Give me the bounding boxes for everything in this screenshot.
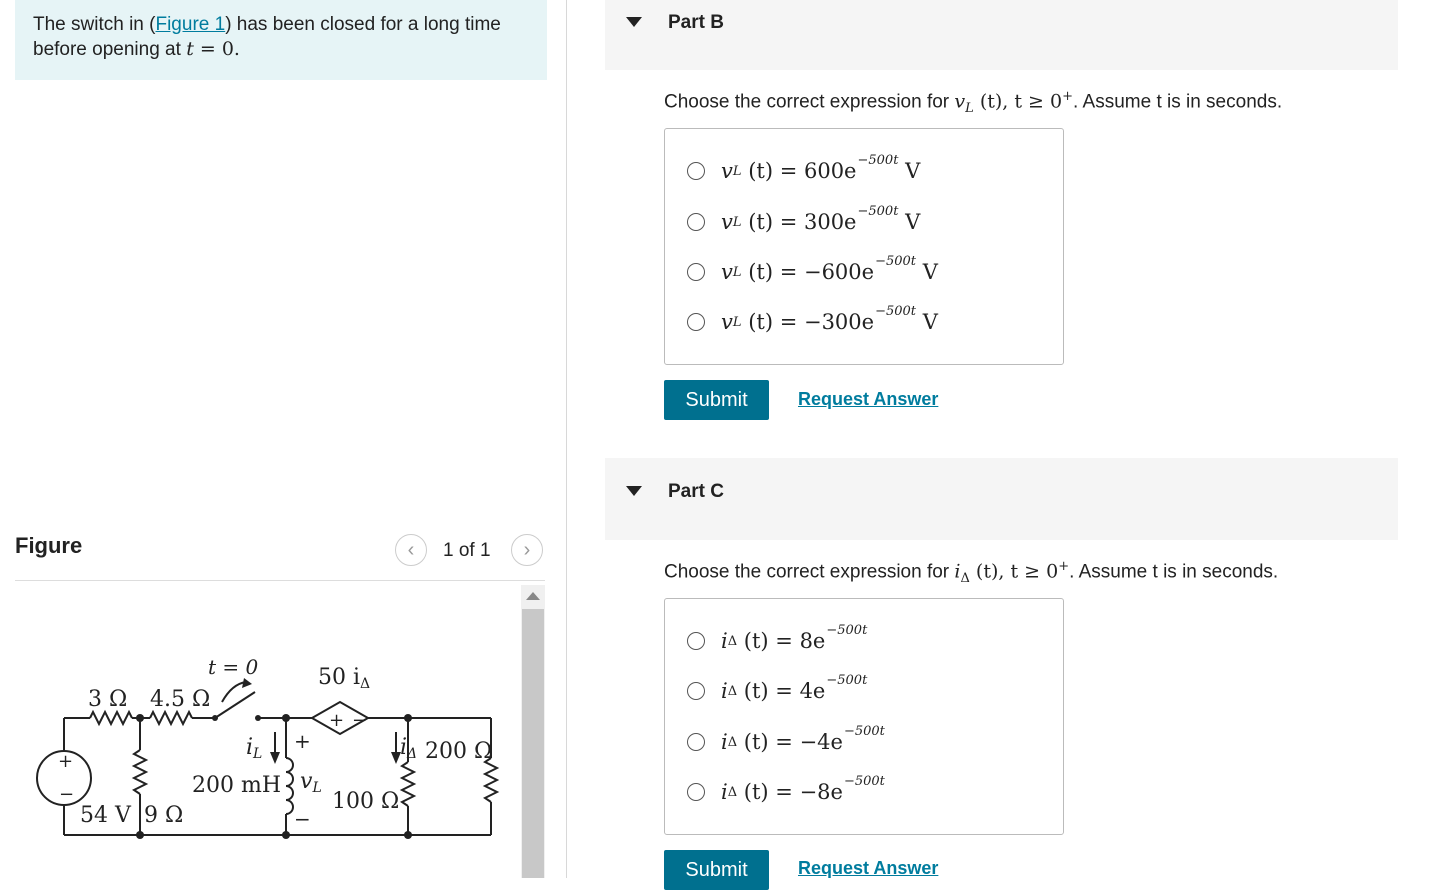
part-c-question: Choose the correct expression for $i_\Delta$ (t), t ≥ 0+. Assume t is in seconds. [664,559,1279,587]
caret-down-icon[interactable] [626,486,642,496]
figure-pager: 1 of 1 [443,540,491,561]
svg-text:200 mH: 200 mH [192,773,282,798]
radio-button[interactable] [687,313,705,331]
figure-title: Figure [15,533,83,558]
radio-button[interactable] [687,783,705,801]
figure-divider [15,580,545,581]
svg-text:50 iΔ: 50 iΔ [318,665,371,692]
part-c-option-2[interactable]: i Δ (t) = 4e −500t [687,671,867,711]
radio-button[interactable] [687,682,705,700]
svg-text:200 Ω: 200 Ω [425,739,493,764]
svg-text:−: − [59,784,75,805]
svg-text:9 Ω: 9 Ω [144,803,184,828]
chevron-left-icon: ‹ [407,538,415,561]
part-b-option-2[interactable]: v L (t) = 300e −500t V [687,202,920,242]
radio-button[interactable] [687,263,705,281]
part-c-choices [664,598,1064,835]
part-b-header[interactable] [605,0,1398,70]
panel-divider [566,0,567,878]
radio-button[interactable] [687,632,705,650]
scroll-thumb[interactable] [522,609,544,878]
svg-text:100 Ω: 100 Ω [332,789,400,814]
svg-text:iL: iL [246,735,263,762]
part-b-option-3[interactable]: v L (t) = −600e −500t V [687,252,938,292]
part-b-title: Part B [668,12,724,33]
problem-intro: The switch in (Figure 1) has been closed for a long time before opening at t = 0. [15,0,547,80]
svg-text:+: + [294,729,311,753]
circuit-diagram [30,650,510,878]
scroll-up-arrow-icon[interactable] [526,592,540,600]
svg-text:54 V: 54 V [80,803,131,828]
part-c-option-1[interactable]: i Δ (t) = 8e −500t [687,621,867,661]
part-b-choices [664,128,1064,365]
svg-text:vL: vL [300,769,322,796]
part-b-request-answer-link[interactable]: Request Answer [798,389,939,409]
figure-link[interactable]: Figure 1 [155,14,226,35]
part-c-option-4[interactable]: i Δ (t) = −8e −500t [687,772,885,812]
svg-text:iΔ: iΔ [400,735,418,762]
part-c-submit-button[interactable]: Submit [664,850,769,890]
radio-button[interactable] [687,213,705,231]
svg-text:3 Ω: 3 Ω [88,687,128,712]
radio-button[interactable] [687,162,705,180]
svg-text:t = 0: t = 0 [208,655,259,679]
svg-text:−: − [352,710,368,731]
svg-text:+: + [58,751,74,772]
chevron-right-icon: › [523,538,531,561]
prev-figure-button[interactable] [395,534,427,566]
radio-button[interactable] [687,733,705,751]
part-b-option-1[interactable]: v L (t) = 600e −500t V [687,151,920,191]
part-b-option-4[interactable]: v L (t) = −300e −500t V [687,302,938,342]
svg-text:+: + [329,710,345,731]
part-c-title: Part C [668,481,724,502]
part-b-submit-button[interactable]: Submit [664,380,769,420]
figure-scrollbar[interactable] [521,585,545,878]
svg-text:4.5 Ω: 4.5 Ω [150,687,211,712]
caret-down-icon[interactable] [626,17,642,27]
svg-text:−: − [294,807,311,831]
part-c-request-answer-link[interactable]: Request Answer [798,858,939,878]
part-c-header[interactable] [605,458,1398,540]
part-b-question: Choose the correct expression for $v_L$ (t), t ≥ 0+. Assume t is in seconds. [664,89,1283,117]
next-figure-button[interactable] [511,534,543,566]
part-c-option-3[interactable]: i Δ (t) = −4e −500t [687,722,885,762]
